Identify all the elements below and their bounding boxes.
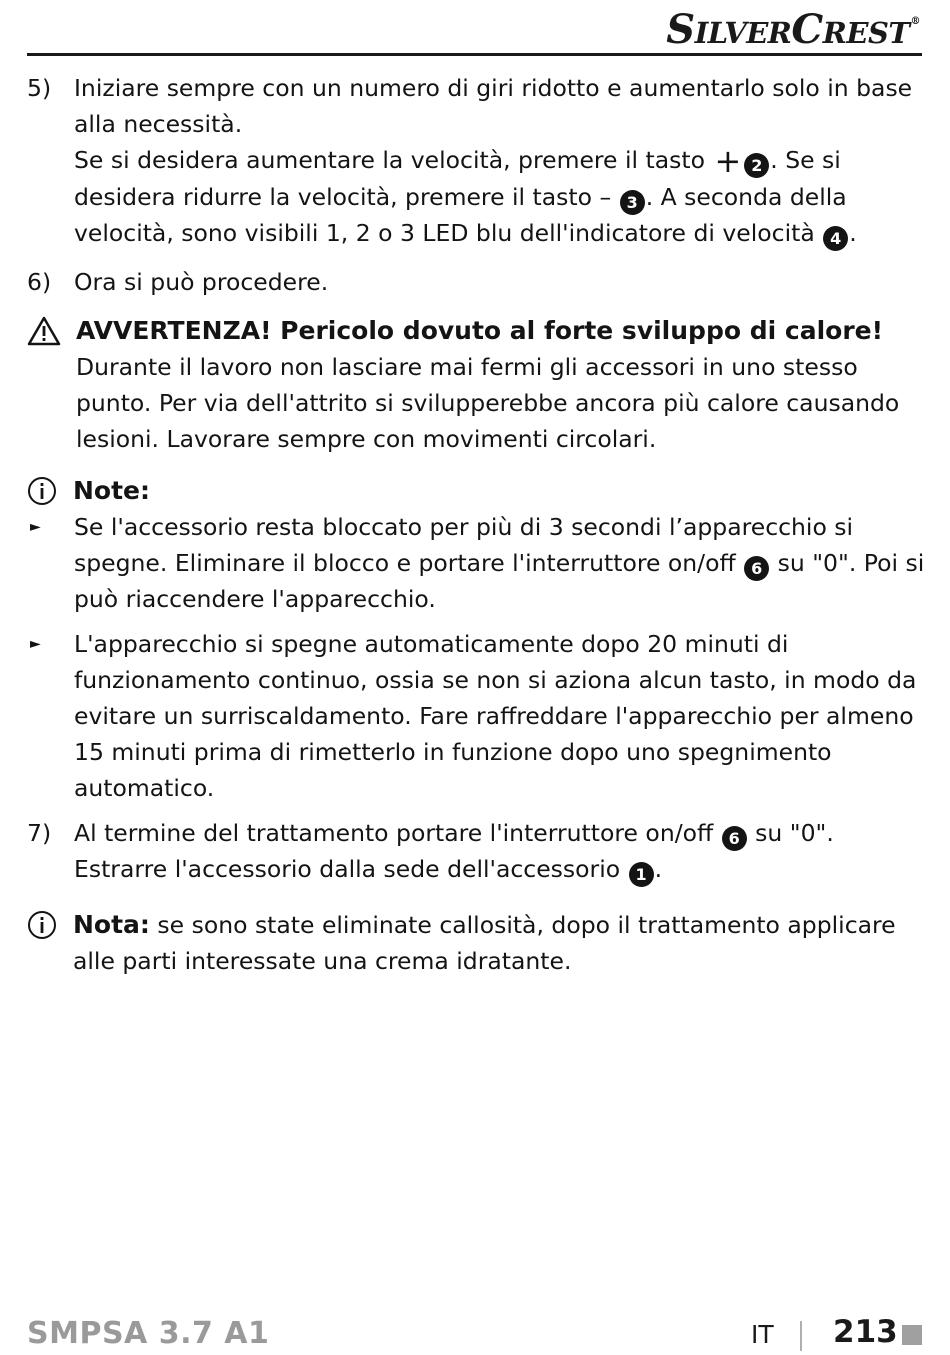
list-item: ► L'apparecchio si spegne automaticamente dopo 20 minuti di funzionamento continuo, ossia se non si aziona alcun tasto, in modo da evitare un surriscaldamento. Fare raffreddare l'apparecchio per almeno 15 minuti prima di rimetterlo in funzione dopo uno spegnimento automatico. xyxy=(27,626,925,806)
step-7 xyxy=(27,815,925,887)
ref-badge: 6 xyxy=(744,556,769,581)
ref-badge: 4 xyxy=(823,226,848,251)
step-text: Ora si può procedere. xyxy=(74,268,329,296)
nota-text: se sono state eliminate callosità, dopo il trattamento applicare alle parti interessate una crema idratante. xyxy=(73,911,896,975)
warning-title: AVVERTENZA! Pericolo dovuto al forte sviluppo di calore! xyxy=(27,313,925,349)
header-rule xyxy=(27,53,922,56)
ref-badge: 6 xyxy=(722,826,747,851)
step-number: 5) xyxy=(27,74,52,102)
step-6 xyxy=(27,264,925,300)
nota-block xyxy=(27,907,925,979)
brand-logo: SILVERCREST® xyxy=(666,6,920,53)
warning-triangle-icon xyxy=(27,316,61,356)
footer-model: SMPSA 3.7 A1 xyxy=(27,1316,270,1351)
step-text: Se si desidera aumentare la velocità, premere il tasto + 2 . Se si desidera ridurre la velocità, premere il tasto – 3 . A seconda della velocità, sono visibili 1, 2 o 3 LED blu dell'indicatore di velocità 4 . xyxy=(74,142,925,251)
bullet-icon: ► xyxy=(30,519,41,535)
footer-language: IT xyxy=(751,1320,774,1349)
page-number: 213 xyxy=(833,1314,898,1350)
step-text: Iniziare sempre con un numero di giri ridotto e aumentarlo solo in base alla necessità. xyxy=(74,74,913,138)
warning-body: Durante il lavoro non lasciare mai fermi gli accessori in uno stesso punto. Per via dell'attrito si svilupperebbe ancora più calore causando lesioni. Lavorare sempre con movimenti circolari. xyxy=(76,353,900,453)
plus-key-icon: + xyxy=(714,142,742,180)
footer-square-icon xyxy=(902,1325,922,1345)
ref-badge: 3 xyxy=(620,190,645,215)
notes-title: Note: xyxy=(27,473,925,509)
ref-badge: 1 xyxy=(629,862,654,887)
step-5 xyxy=(27,70,925,251)
list-item: ► Se l'accessorio resta bloccato per più di 3 secondi l’apparecchio si spegne. Eliminare il blocco e portare l'interruttore on/off 6 su "0". Poi si può riaccendere l'apparecchio. xyxy=(27,509,925,617)
page-content xyxy=(27,70,925,979)
nota-label: Nota: xyxy=(73,910,150,939)
footer-separator xyxy=(800,1321,802,1351)
bullet-icon: ► xyxy=(30,636,41,652)
step-number: 6) xyxy=(27,268,52,296)
ref-badge: 2 xyxy=(744,153,769,178)
step-number: 7) xyxy=(27,819,52,847)
info-icon xyxy=(27,910,57,950)
step-text: Al termine del trattamento portare l'interruttore on/off 6 su "0". Estrarre l'accessorio dalla sede dell'accessorio 1 . xyxy=(74,815,925,887)
